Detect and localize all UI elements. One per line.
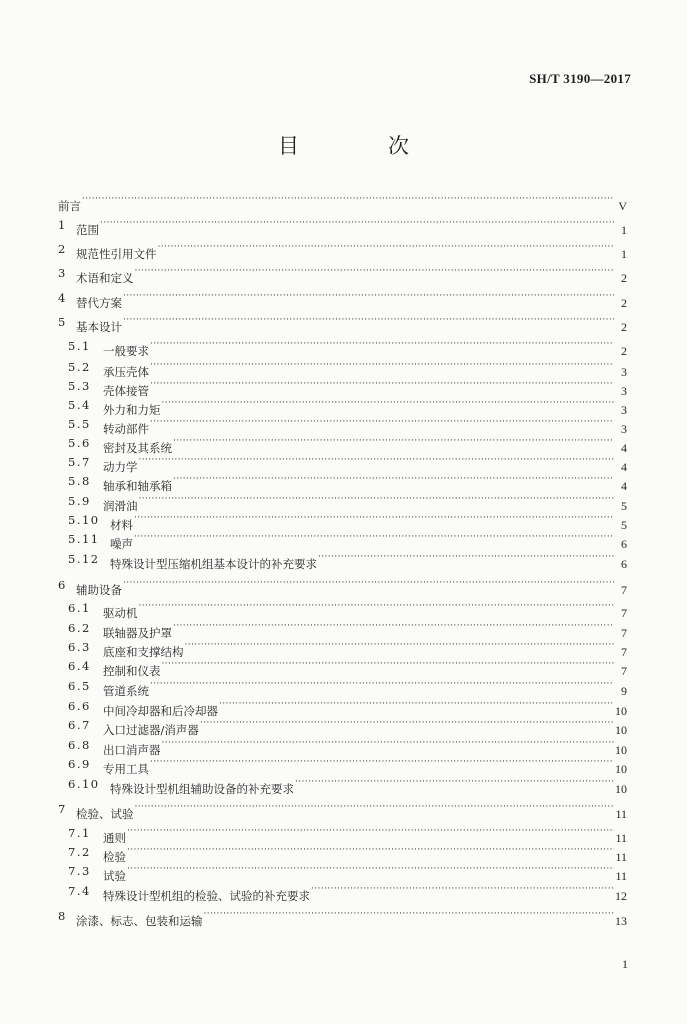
dot-leader (150, 755, 614, 773)
toc-entry (0, 289, 687, 310)
toc-entry-title: 密封及其系统 (103, 441, 172, 455)
toc-entry (0, 775, 687, 796)
toc-entry-page: 10 (615, 743, 627, 757)
toc-entry-number: 5.10 (68, 513, 100, 527)
toc-entry-page: 10 (615, 762, 627, 776)
toc-entry-number: 6.10 (68, 777, 100, 791)
dot-leader (158, 240, 615, 258)
toc-entry-page: 10 (615, 704, 627, 718)
toc-title: 目 次 (278, 134, 443, 158)
toc-entry (0, 824, 687, 845)
toc-entry-title: 检验 (103, 850, 126, 864)
toc-entry-page: 3 (621, 403, 627, 417)
dot-leader (134, 530, 614, 548)
toc-entry-page: 2 (621, 344, 627, 358)
toc-entry-title: 特殊设计型机组辅助设备的补充要求 (110, 782, 294, 796)
toc-entry-number: 3 (58, 266, 66, 280)
toc-entry (0, 415, 687, 436)
toc-entry-title: 特殊设计型压缩机组基本设计的补充要求 (110, 557, 317, 571)
toc-entry (0, 843, 687, 864)
toc-entry-title: 外力和力矩 (103, 403, 161, 417)
toc-entry (0, 657, 687, 678)
toc-entry-title: 噪声 (110, 537, 133, 551)
dot-leader (123, 576, 614, 594)
toc-entry-number: 7.2 (68, 845, 91, 859)
toc-entry (0, 736, 687, 757)
toc-entry-number: 6.7 (68, 718, 91, 732)
toc-entry-number: 5.9 (68, 494, 91, 508)
toc-entry-page: 5 (621, 499, 627, 513)
toc-entry-page: 1 (621, 223, 627, 237)
toc-entry (0, 530, 687, 551)
toc-entry (0, 396, 687, 417)
toc-entry (0, 619, 687, 640)
dot-leader (139, 492, 615, 510)
toc-entry-number: 5 (58, 315, 66, 329)
toc-entry-number: 6.5 (68, 679, 91, 693)
toc-entry-page: 2 (621, 320, 627, 334)
toc-entry (0, 697, 687, 718)
toc-entry-number: 5.3 (68, 379, 91, 393)
toc-entry (0, 434, 687, 455)
dot-leader (150, 358, 614, 376)
toc-entry-title: 辅助设备 (76, 583, 122, 597)
toc-entry-page: 6 (621, 557, 627, 571)
toc-entry-number: 6.9 (68, 757, 91, 771)
dot-leader (185, 638, 615, 656)
toc-entry-page: 7 (621, 606, 627, 620)
toc-entry-title: 一般要求 (103, 344, 149, 358)
toc-entry-page: 10 (615, 723, 627, 737)
toc-entry-title: 润滑油 (103, 499, 138, 513)
toc-entry (0, 240, 687, 261)
toc-entry-number: 7.1 (68, 826, 91, 840)
toc-entry-number: 2 (58, 242, 66, 256)
toc-entry-title: 壳体接管 (103, 384, 149, 398)
dot-leader (162, 396, 615, 414)
toc-entry-page: 2 (621, 271, 627, 285)
toc-entry-page: 5 (621, 518, 627, 532)
toc-entry-page: 4 (621, 479, 627, 493)
standard-code: SH/T 3190—2017 (529, 71, 631, 86)
toc-entry-title: 试验 (103, 869, 126, 883)
dot-leader (318, 550, 614, 568)
toc-entry-number: 6 (58, 578, 66, 592)
toc-entry-number: 7.3 (68, 864, 91, 878)
toc-entry-title: 规范性引用文件 (76, 247, 157, 261)
toc-entry-number: 5.7 (68, 455, 91, 469)
toc-entry-page: 1 (621, 247, 627, 261)
toc-entry-title: 涂漆、标志、包装和运输 (76, 914, 203, 928)
toc-entry-title: 出口消声器 (103, 743, 161, 757)
toc-entry-number: 1 (58, 218, 66, 232)
toc-entry-title: 承压壳体 (103, 365, 149, 379)
toc-entry-page: 9 (621, 684, 627, 698)
dot-leader (150, 337, 614, 355)
toc-entry-page: 3 (621, 422, 627, 436)
dot-leader (134, 511, 614, 529)
toc-entry (0, 800, 687, 821)
toc-entry-number: 6.3 (68, 640, 91, 654)
toc-entry (0, 337, 687, 358)
toc-entry (0, 716, 687, 737)
toc-entry-page: 11 (615, 850, 627, 864)
toc-entry (0, 755, 687, 776)
dot-leader (123, 289, 614, 307)
dot-leader (219, 697, 614, 715)
toc-entry-title: 通则 (103, 831, 126, 845)
toc-entry-page: 7 (621, 645, 627, 659)
toc-entry-title: 专用工具 (103, 762, 149, 776)
dot-leader (150, 377, 614, 395)
toc-entry-page: V (618, 199, 627, 213)
toc-entry-title: 轴承和轴承箱 (103, 479, 172, 493)
dot-leader (200, 716, 614, 734)
dot-leader (150, 415, 614, 433)
toc-entry-number: 8 (58, 909, 66, 923)
toc-entry-number: 5.5 (68, 417, 91, 431)
toc-entry-number: 5.2 (68, 360, 91, 374)
toc-entry (0, 862, 687, 883)
toc-entry-page: 7 (621, 583, 627, 597)
page-number: 1 (622, 957, 628, 971)
toc-entry-number: 5.12 (68, 552, 100, 566)
toc-entry-page: 3 (621, 365, 627, 379)
dot-leader (123, 313, 614, 331)
toc-entry-number: 6.6 (68, 699, 91, 713)
toc-entry-number: 6.2 (68, 621, 91, 635)
dot-leader (173, 619, 614, 637)
toc-entry-title: 动力学 (103, 460, 138, 474)
dot-leader (100, 216, 614, 234)
toc-entry-title: 基本设计 (76, 320, 122, 334)
dot-leader (127, 843, 614, 861)
dot-leader (295, 775, 614, 793)
toc-entry (0, 472, 687, 493)
toc-entry (0, 264, 687, 285)
toc-entry (0, 313, 687, 334)
toc-entry-title: 控制和仪表 (103, 664, 161, 678)
dot-leader (127, 824, 614, 842)
toc-entry (0, 677, 687, 698)
toc-entry-title: 材料 (110, 518, 133, 532)
toc-entry-page: 11 (615, 807, 627, 821)
toc-entry (0, 453, 687, 474)
toc-entry-number: 4 (58, 291, 66, 305)
toc-entry-page: 2 (621, 296, 627, 310)
toc-entry (0, 638, 687, 659)
toc-entry-number: 7.4 (68, 884, 91, 898)
toc-entry-page: 13 (615, 914, 627, 928)
toc-entry-page: 10 (615, 782, 627, 796)
toc-entry-title: 术语和定义 (76, 271, 134, 285)
dot-leader (311, 882, 614, 900)
dot-leader (139, 599, 615, 617)
toc-entry-page: 7 (621, 664, 627, 678)
toc-entry-number: 7 (58, 802, 66, 816)
toc-entry (0, 907, 687, 928)
toc-entry-title: 转动部件 (103, 422, 149, 436)
toc-entry (0, 192, 687, 213)
toc-entry-title: 管道系统 (103, 684, 149, 698)
toc-entry (0, 377, 687, 398)
dot-leader (173, 434, 614, 452)
toc-entry-number: 5.11 (68, 532, 100, 546)
toc-entry (0, 882, 687, 903)
dot-leader (127, 862, 614, 880)
toc-entry-page: 3 (621, 384, 627, 398)
toc-entry-title: 前言 (58, 199, 81, 213)
toc-entry-number: 5.6 (68, 436, 91, 450)
toc-entry (0, 492, 687, 513)
dot-leader (150, 677, 614, 695)
toc-entry-number: 5.4 (68, 398, 91, 412)
toc-entry-title: 底座和支撑结构 (103, 645, 184, 659)
toc-entry (0, 550, 687, 571)
dot-leader (135, 264, 615, 282)
toc-entry (0, 576, 687, 597)
dot-leader (82, 192, 614, 210)
toc-entry-number: 6.1 (68, 601, 91, 615)
toc-entry (0, 358, 687, 379)
toc-entry-page: 4 (621, 460, 627, 474)
toc-entry-title: 特殊设计型机组的检验、试验的补充要求 (103, 889, 310, 903)
toc-entry-page: 12 (615, 889, 627, 903)
toc-entry-title: 驱动机 (103, 606, 138, 620)
toc-entry-title: 范围 (76, 223, 99, 237)
toc-entry-title: 入口过滤器/消声器 (103, 723, 199, 737)
toc-entry-page: 11 (615, 831, 627, 845)
toc-entry (0, 216, 687, 237)
toc-entry-number: 5.1 (68, 339, 91, 353)
toc-entry-number: 5.8 (68, 474, 91, 488)
toc-entry-title: 检验、试验 (76, 807, 134, 821)
toc-entry-page: 7 (621, 626, 627, 640)
toc-entry (0, 599, 687, 620)
toc-entry-page: 11 (615, 869, 627, 883)
dot-leader (162, 657, 615, 675)
toc-entry-title: 联轴器及护罩 (103, 626, 172, 640)
dot-leader (135, 800, 615, 818)
toc-entry-title: 中间冷却器和后冷却器 (103, 704, 218, 718)
toc-entry-page: 4 (621, 441, 627, 455)
toc-entry-page: 6 (621, 537, 627, 551)
toc-entry-title: 替代方案 (76, 296, 122, 310)
dot-leader (162, 736, 615, 754)
toc-entry (0, 511, 687, 532)
dot-leader (173, 472, 614, 490)
dot-leader (204, 907, 615, 925)
toc-entry-number: 6.4 (68, 659, 91, 673)
toc-entry-number: 6.8 (68, 738, 91, 752)
dot-leader (139, 453, 615, 471)
